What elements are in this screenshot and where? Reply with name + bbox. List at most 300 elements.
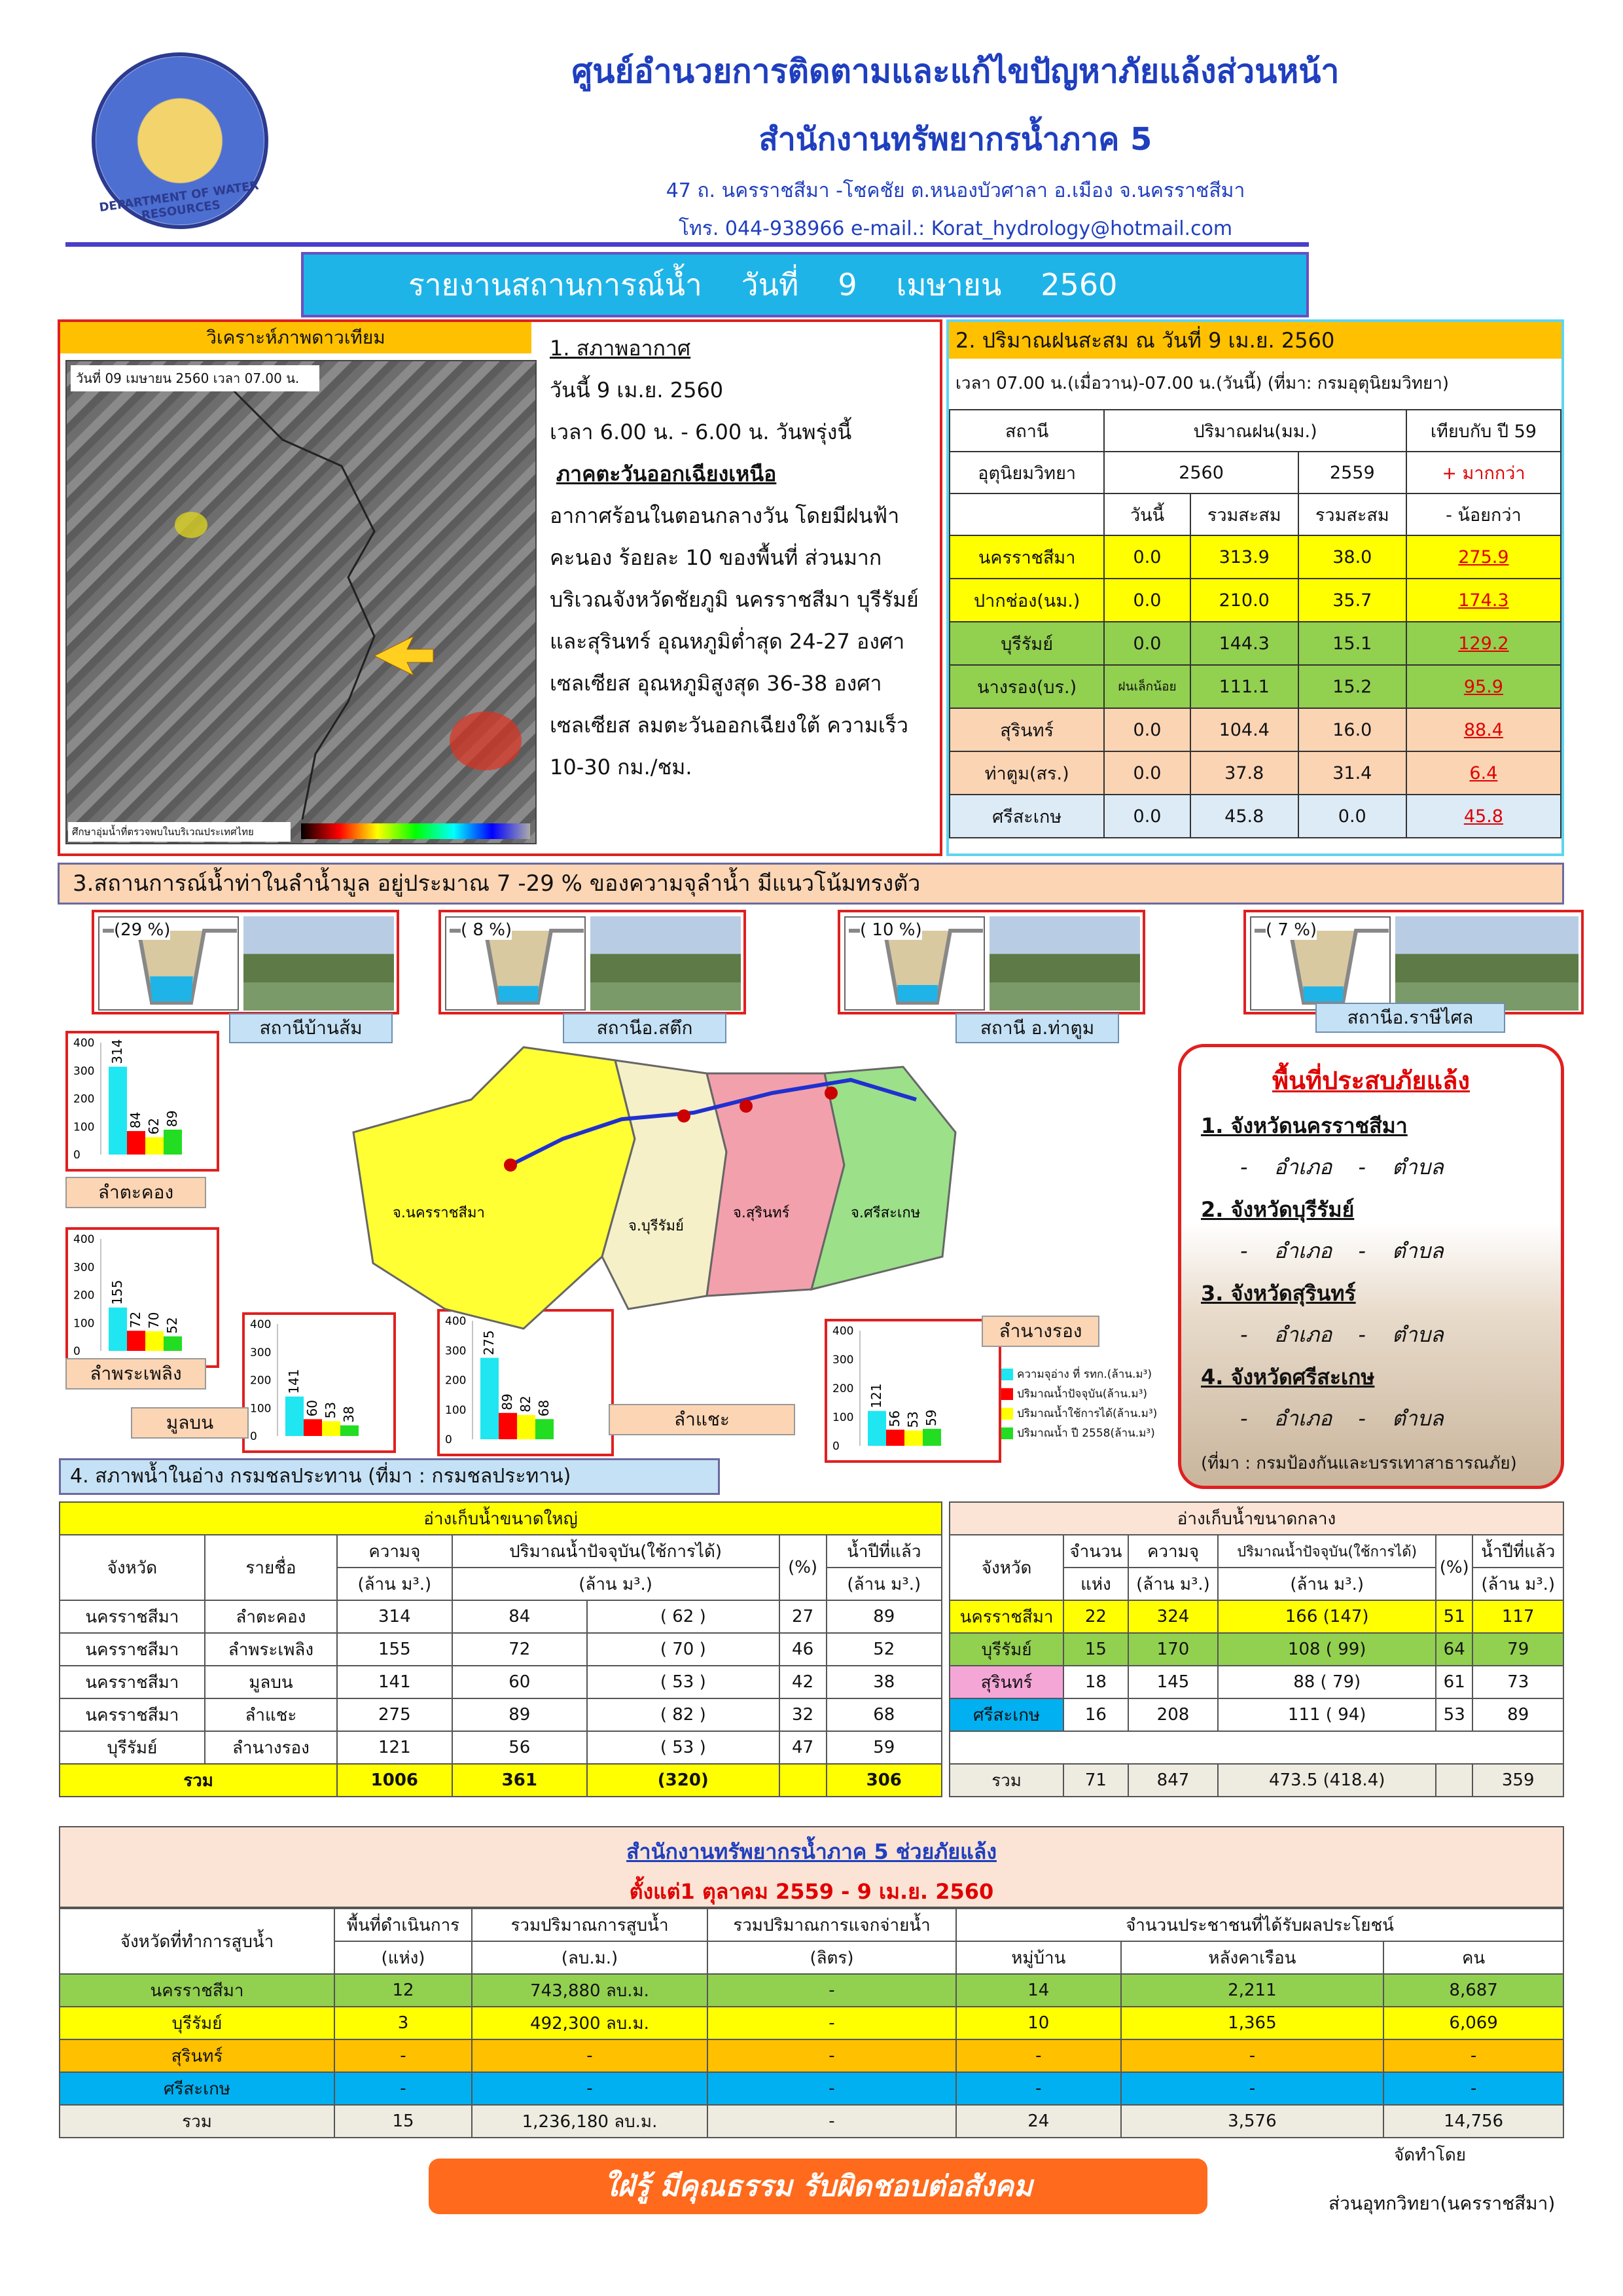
large-res-pct: 47	[779, 1731, 827, 1764]
station-photo	[990, 916, 1140, 1011]
rain-prev: 0.0	[1298, 795, 1406, 838]
big-h-now: ปริมาณน้ำปัจจุบัน(ใช้การได้)	[452, 1535, 779, 1568]
station-pct: ( 10 %)	[860, 920, 922, 940]
chart-tick: 400	[832, 1325, 854, 1338]
header-address: 47 ถ. นครราชสีมา -โชคชัย ต.หนองบัวศาลา อ.เมือง จ.นครราชสีมา	[666, 179, 1245, 202]
large-res-last: 68	[827, 1698, 942, 1731]
station-name-label: สถานีอ.ราษีไศล	[1315, 1003, 1505, 1033]
help-e: 1,365	[1121, 2007, 1384, 2039]
rain-row	[950, 708, 1561, 751]
med-res-row	[950, 1600, 1563, 1633]
station-pct: ( 8 %)	[461, 920, 512, 940]
chart-bar	[322, 1421, 340, 1436]
weather-region: ภาคตะวันออกเฉียงเหนือ	[556, 461, 777, 486]
station-pct: (29 %)	[114, 920, 171, 940]
map-station-rasisalai	[825, 1086, 838, 1100]
large-res-use: ( 53 )	[587, 1666, 779, 1698]
large-res-use: ( 53 )	[587, 1731, 779, 1764]
rain-prev: 16.0	[1298, 708, 1406, 751]
rain-diff: 45.8	[1406, 795, 1561, 838]
legend-text: ปริมาณน้ำปัจจุบัน(ล้าน.ม³)	[1017, 1388, 1148, 1401]
chart-tick: 100	[73, 1121, 95, 1134]
chart-tick: 0	[73, 1345, 80, 1358]
rain-row	[950, 579, 1561, 622]
large-res-row	[60, 1698, 942, 1731]
med-h-count2: แห่ง	[1063, 1568, 1128, 1600]
big-h-name: รายชื่อ	[205, 1535, 337, 1600]
chart-tick: 200	[73, 1289, 95, 1302]
large-res-last: 89	[827, 1600, 942, 1633]
large-res-cap: 314	[337, 1600, 452, 1633]
satellite-note: ศึกษาอุ่มน้ำที่ตรวจพบในบริเวณประเทศไทย	[68, 822, 291, 842]
help-b: 492,300 ลบ.ม.	[472, 2007, 707, 2039]
rain-station: นครราชสีมา	[950, 535, 1104, 579]
chart-data-label: 38	[341, 1406, 357, 1423]
banner-month: เมษายน	[896, 267, 1002, 302]
med-res-cap: 324	[1128, 1600, 1219, 1633]
map-station-bansom	[504, 1158, 517, 1172]
chart-tick: 300	[832, 1354, 854, 1367]
map-label-surin: จ.สุรินทร์	[733, 1205, 790, 1221]
help-b: -	[472, 2039, 707, 2072]
chart-data-label: 52	[164, 1317, 180, 1334]
rain-h-cum: รวมสะสม	[1190, 493, 1298, 535]
chart-tick: 400	[73, 1233, 95, 1246]
rainfall-subtitle: เวลา 07.00 น.(เมื่อวาน)-07.00 น.(วันนี้) (ที่มา: กรมอุตุนิยมวิทยา)	[955, 374, 1449, 393]
chart-data-label: 53	[905, 1411, 921, 1428]
rain-row	[950, 622, 1561, 665]
big-h-unit: (ล้าน ม³.)	[337, 1568, 452, 1600]
drought-province: 3. จังหวัดสุรินทร์	[1201, 1281, 1356, 1306]
rain-h-cum2: รวมสะสม	[1298, 493, 1406, 535]
chart-bar	[109, 1067, 127, 1155]
chart-data-label: 89	[164, 1110, 180, 1127]
weather-title: 1. สภาพอากาศ	[550, 336, 691, 361]
help-b: -	[472, 2072, 707, 2105]
big-total-cap: 1006	[337, 1764, 452, 1797]
station-pct: ( 7 %)	[1266, 920, 1317, 940]
med-res-last: 73	[1472, 1666, 1563, 1698]
banner-day-label: วันที่	[741, 267, 799, 302]
large-res-now: 72	[452, 1633, 587, 1666]
med-total-last: 359	[1472, 1764, 1563, 1797]
med-res-row	[950, 1633, 1563, 1666]
help-e: 3,576	[1121, 2105, 1384, 2138]
help-row	[60, 2105, 1563, 2138]
med-h-cap: ความจุ	[1128, 1535, 1219, 1568]
reservoir-chart-label: ลำตะคอง	[65, 1177, 206, 1208]
chart-bar	[145, 1331, 164, 1351]
large-res-last: 52	[827, 1633, 942, 1666]
rain-h-2559: 2559	[1298, 452, 1406, 493]
big-total-now: 361	[452, 1764, 587, 1797]
rain-station: บุรีรัมย์	[950, 622, 1104, 665]
large-res-name: ลำตะคอง	[205, 1600, 337, 1633]
chart-tick: 400	[445, 1315, 467, 1328]
help-b: 1,236,180 ลบ.ม.	[472, 2105, 707, 2138]
med-res-prov: บุรีรัมย์	[950, 1633, 1063, 1666]
help-e: -	[1121, 2072, 1384, 2105]
med-res-pct: 64	[1436, 1633, 1472, 1666]
large-res-now: 89	[452, 1698, 587, 1731]
chart-data-label: 275	[481, 1330, 497, 1355]
med-res-n: 15	[1063, 1633, 1128, 1666]
chart-data-label: 72	[128, 1311, 143, 1329]
med-res-now: 111 ( 94)	[1218, 1698, 1436, 1731]
rain-row	[950, 665, 1561, 708]
rain-diff: 88.4	[1406, 708, 1561, 751]
chart-tick: 200	[73, 1092, 95, 1106]
drought-help-header	[59, 1826, 1564, 1908]
rain-h-amount: ปริมาณฝน(มม.)	[1104, 410, 1406, 452]
help-p: นครราชสีมา	[60, 1974, 334, 2007]
large-res-last: 38	[827, 1666, 942, 1698]
chart-bar	[127, 1331, 145, 1351]
map-nakhonratchasima	[353, 1047, 635, 1329]
station-name-label: สถานี อ.ท่าตูม	[955, 1013, 1119, 1043]
reservoir-chart-svg	[68, 1230, 217, 1365]
rain-station: นางรอง(บร.)	[950, 665, 1104, 708]
rainfall-table	[949, 409, 1561, 838]
med-h-unit2: (ล้าน ม³.)	[1218, 1568, 1436, 1600]
large-res-name: ลำแชะ	[205, 1698, 337, 1731]
chart-bar	[904, 1431, 923, 1446]
large-res-use: ( 62 )	[587, 1600, 779, 1633]
river-station-panel	[838, 910, 1145, 1014]
chart-bar	[304, 1419, 322, 1436]
rain-today: 0.0	[1104, 535, 1190, 579]
big-h-pct: (%)	[779, 1535, 827, 1600]
report-banner	[301, 252, 1309, 317]
drought-area-box	[1178, 1044, 1564, 1489]
chart-bar	[164, 1336, 182, 1351]
help-f: -	[1383, 2072, 1563, 2105]
help-c: -	[707, 2039, 956, 2072]
rain-diff: 129.2	[1406, 622, 1561, 665]
large-res-use: ( 82 )	[587, 1698, 779, 1731]
river-station-panel	[1243, 910, 1584, 1014]
big-h-unit3: (ล้าน ม³.)	[827, 1568, 942, 1600]
med-res-now: 166 (147)	[1218, 1600, 1436, 1633]
legend-text: ปริมาณน้ำใช้การได้(ล้าน.ม³)	[1017, 1407, 1158, 1420]
rain-today: 0.0	[1104, 708, 1190, 751]
reservoir-chart-label: ลำแชะ	[609, 1404, 795, 1435]
med-res-now: 88 ( 79)	[1218, 1666, 1436, 1698]
large-res-row	[60, 1633, 942, 1666]
large-res-now: 56	[452, 1731, 587, 1764]
weather-date: วันนี้ 9 เม.ย. 2560	[550, 378, 724, 403]
rain-prev: 31.4	[1298, 751, 1406, 795]
large-res-pct: 27	[779, 1600, 827, 1633]
legend-text: ปริมาณน้ำ ปี 2558(ล้าน.ม³)	[1017, 1427, 1155, 1440]
weather-text-block	[550, 327, 936, 788]
help-f: 14,756	[1383, 2105, 1563, 2138]
large-res-prov: นครราชสีมา	[60, 1666, 205, 1698]
drought-province: 4. จังหวัดศรีสะเกษ	[1201, 1365, 1375, 1390]
big-total-use: (320)	[587, 1764, 779, 1797]
help-f: -	[1383, 2039, 1563, 2072]
med-res-n: 18	[1063, 1666, 1128, 1698]
med-res-prov: สุรินทร์	[950, 1666, 1063, 1698]
med-res-cap: 208	[1128, 1698, 1219, 1731]
rain-h-compare: เทียบกับ ปี 59	[1406, 410, 1561, 452]
large-res-now: 60	[452, 1666, 587, 1698]
legend-text: ความจุอ่าง ที่ รทก.(ล้าน.ม³)	[1017, 1368, 1152, 1381]
header-title: ศูนย์อำนวยการติดตามและแก้ไขปัญหาภัยแล้งส่วนหน้า	[571, 52, 1340, 90]
med-h-prov: จังหวัด	[950, 1535, 1063, 1600]
chart-data-label: 62	[146, 1118, 162, 1135]
rain-diff: 174.3	[1406, 579, 1561, 622]
chart-bar	[164, 1130, 182, 1155]
med-total-n: 71	[1063, 1764, 1128, 1797]
help-c: -	[707, 2105, 956, 2138]
help-d: 24	[956, 2105, 1121, 2138]
drought-district: - อำเภอ - ตำบล	[1240, 1155, 1444, 1179]
help-d: -	[956, 2039, 1121, 2072]
rain-cum: 45.8	[1190, 795, 1298, 838]
prepared-by-unit: ส่วนอุทกวิทยา(นครราชสีมา)	[1329, 2193, 1556, 2214]
chart-tick: 0	[250, 1430, 257, 1443]
chart-bar	[127, 1131, 145, 1155]
chart-data-label: 60	[304, 1399, 320, 1417]
med-res-n: 16	[1063, 1698, 1128, 1731]
med-res-prov: นครราชสีมา	[950, 1600, 1063, 1633]
chart-bar	[868, 1411, 886, 1446]
large-res-cap: 275	[337, 1698, 452, 1731]
med-h-now: ปริมาณน้ำปัจจุบัน(ใช้การได้)	[1218, 1535, 1436, 1568]
chart-tick: 400	[250, 1318, 272, 1331]
big-h-cap: ความจุ	[337, 1535, 452, 1568]
river-station-panel	[92, 910, 399, 1014]
rain-diff: 6.4	[1406, 751, 1561, 795]
med-res-title: อ่างเก็บน้ำขนาดกลาง	[950, 1502, 1563, 1535]
reservoir-chart-label: มูลบน	[131, 1407, 249, 1439]
prepared-by-label: จัดทำโดย	[1394, 2145, 1466, 2165]
med-res-prov: ศรีสะเกษ	[950, 1698, 1063, 1731]
chart-tick: 0	[73, 1149, 80, 1162]
big-total-label: รวม	[60, 1764, 337, 1797]
rain-cum: 144.3	[1190, 622, 1298, 665]
rain-station: ท่าตูม(สร.)	[950, 751, 1104, 795]
med-res-cap: 145	[1128, 1666, 1219, 1698]
chart-tick: 300	[445, 1344, 467, 1358]
chart-data-label: 82	[518, 1395, 533, 1412]
station-photo	[1395, 916, 1578, 1011]
satellite-title: วิเคราะห์ภาพดาวเทียม	[60, 322, 531, 353]
chart-bar	[340, 1426, 359, 1436]
med-total-label: รวม	[950, 1764, 1063, 1797]
help-h-village: หมู่บ้าน	[956, 1941, 1121, 1974]
help-title: สำนักงานทรัพยากรน้ำภาค 5 ช่วยภัยแล้ง	[626, 1839, 997, 1864]
help-f: 8,687	[1383, 1974, 1563, 2007]
medium-reservoir-table	[949, 1501, 1564, 1797]
rain-prev: 35.7	[1298, 579, 1406, 622]
help-c: -	[707, 2007, 956, 2039]
large-res-row	[60, 1731, 942, 1764]
large-res-pct: 42	[779, 1666, 827, 1698]
rain-cum: 210.0	[1190, 579, 1298, 622]
reservoir-chart	[65, 1031, 219, 1172]
reservoir-chart	[65, 1227, 219, 1368]
help-row	[60, 2007, 1563, 2039]
chart-tick: 100	[445, 1403, 467, 1417]
help-row	[60, 1974, 1563, 2007]
chart-data-label: 56	[887, 1410, 902, 1427]
header-divider	[65, 242, 1309, 247]
help-p: รวม	[60, 2105, 334, 2138]
rain-row	[950, 535, 1561, 579]
drought-district: - อำเภอ - ตำบล	[1240, 1322, 1444, 1347]
large-res-name: มูลบน	[205, 1666, 337, 1698]
rain-h-station2: อุตุนิยมวิทยา	[950, 452, 1104, 493]
help-d: 10	[956, 2007, 1121, 2039]
rain-today: 0.0	[1104, 751, 1190, 795]
logo-text: DEPARTMENT OF WATER RESOURCES	[98, 179, 260, 223]
chart-data-label: 70	[146, 1312, 162, 1329]
help-row	[60, 2039, 1563, 2072]
help-h-prov: จังหวัดที่ทำการสูบน้ำ	[60, 1909, 334, 1974]
map-label-sisaket: จ.ศรีสะเกษ	[851, 1205, 921, 1221]
station-photo	[590, 916, 741, 1011]
chart-data-label: 53	[323, 1401, 338, 1419]
station-photo	[243, 916, 394, 1011]
chart-tick: 100	[73, 1317, 95, 1331]
large-res-row	[60, 1666, 942, 1698]
chart-data-label: 89	[499, 1393, 515, 1410]
chart-tick: 200	[445, 1374, 467, 1388]
satellite-image	[65, 360, 537, 844]
help-h-benefit: จำนวนประชาชนที่ได้รับผลประโยชน์	[956, 1909, 1563, 1941]
med-h-pct: (%)	[1436, 1535, 1472, 1600]
drought-province: 1. จังหวัดนครราชสีมา	[1201, 1113, 1408, 1138]
help-a: 12	[334, 1974, 472, 2007]
help-c: -	[707, 2072, 956, 2105]
large-res-prov: นครราชสีมา	[60, 1698, 205, 1731]
satellite-overlay	[67, 361, 538, 846]
chart-data-label: 84	[128, 1111, 143, 1129]
chart-bar	[145, 1137, 164, 1155]
chart-tick: 100	[250, 1402, 272, 1416]
chart-data-label: 141	[286, 1369, 302, 1394]
rain-today: 0.0	[1104, 795, 1190, 838]
rainfall-title: 2. ปริมาณฝนสะสม ณ วันที่ 9 เม.ย. 2560	[949, 322, 1561, 359]
chart-bar	[923, 1429, 941, 1446]
rain-cum: 111.1	[1190, 665, 1298, 708]
large-res-pct: 46	[779, 1633, 827, 1666]
slogan-banner: ใฝ่รู้ มีคุณธรรม รับผิดชอบต่อสังคม	[429, 2159, 1207, 2214]
help-h-dist: รวมปริมาณการแจกจ่ายน้ำ	[707, 1909, 956, 1941]
chart-bar	[480, 1358, 499, 1439]
large-res-pct: 32	[779, 1698, 827, 1731]
med-res-last: 89	[1472, 1698, 1563, 1731]
med-h-unit3: (ล้าน ม³.)	[1472, 1568, 1563, 1600]
help-f: 6,069	[1383, 2007, 1563, 2039]
reservoir-chart-label: ลำนางรอง	[982, 1316, 1099, 1347]
large-res-prov: นครราชสีมา	[60, 1633, 205, 1666]
large-res-use: ( 70 )	[587, 1633, 779, 1666]
med-total-now: 473.5 (418.4)	[1218, 1764, 1436, 1797]
chart-tick: 0	[445, 1433, 452, 1446]
rain-h-less: - น้อยกว่า	[1406, 493, 1561, 535]
map-label-nakhonratchasima: จ.นครราชสีมา	[393, 1205, 485, 1221]
rain-h-2560: 2560	[1104, 452, 1298, 493]
map-station-thatum	[740, 1100, 753, 1113]
med-h-last: น้ำปีที่แล้ว	[1472, 1535, 1563, 1568]
med-total-cap: 847	[1128, 1764, 1219, 1797]
rain-row	[950, 795, 1561, 838]
help-c: -	[707, 1974, 956, 2007]
rain-today: 0.0	[1104, 579, 1190, 622]
chart-data-label: 314	[109, 1039, 125, 1064]
rain-prev: 15.2	[1298, 665, 1406, 708]
rain-h-more: + มากกว่า	[1406, 452, 1561, 493]
chart-tick: 400	[73, 1037, 95, 1050]
banner-day: 9	[838, 267, 857, 302]
rain-today: ฝนเล็กน้อย	[1104, 665, 1190, 708]
drought-district: - อำเภอ - ตำบล	[1240, 1238, 1444, 1263]
reservoir-chart-svg	[68, 1033, 217, 1169]
rain-h-station: สถานี	[950, 410, 1104, 452]
chart-bar	[517, 1415, 535, 1439]
drought-province: 2. จังหวัดบุรีรัมย์	[1201, 1197, 1355, 1222]
large-res-cap: 141	[337, 1666, 452, 1698]
chart-tick: 300	[250, 1346, 272, 1359]
big-h-prov: จังหวัด	[60, 1535, 205, 1600]
station-name-label: สถานีอ.สตึก	[563, 1013, 726, 1043]
chart-tick: 200	[250, 1374, 272, 1388]
weather-forecast: อากาศร้อนในตอนกลางวัน โดยมีฝนฟ้าคะนอง ร้อยละ 10 ของพื้นที่ ส่วนมากบริเวณจังหวัดชัยภูมิ นครราชสีมา บุรีรัมย์ และสุรินทร์ อุณหภูมิต่ำสุด 24-27 องศาเซลเซียส อุณหภูมิสูงสุด 36-38 องศาเซลเซียส ลมตะวันออกเฉียงใต้ ความเร็ว 10-30 กม./ชม.	[550, 503, 919, 780]
rain-station: สุรินทร์	[950, 708, 1104, 751]
satellite-caption: วันที่ 09 เมษายน 2560 เวลา 07.00 น.	[71, 365, 319, 391]
help-h-household: หลังคาเรือน	[1121, 1941, 1384, 1974]
chart-bar	[285, 1397, 304, 1436]
chart-tick: 300	[73, 1064, 95, 1078]
rain-cum: 104.4	[1190, 708, 1298, 751]
chart-bar	[535, 1419, 554, 1439]
rain-prev: 38.0	[1298, 535, 1406, 579]
help-d: 14	[956, 1974, 1121, 2007]
help-b: 743,880 ลบ.ม.	[472, 1974, 707, 2007]
chart-bar	[109, 1308, 127, 1351]
rain-today: 0.0	[1104, 622, 1190, 665]
rain-station: ปากช่อง(นม.)	[950, 579, 1104, 622]
large-res-name: ลำนางรอง	[205, 1731, 337, 1764]
help-a: -	[334, 2072, 472, 2105]
header-subtitle: สำนักงานทรัพยากรน้ำภาค 5	[758, 121, 1152, 158]
large-res-title: อ่างเก็บน้ำขนาดใหญ่	[60, 1502, 942, 1535]
drought-help-table	[59, 1908, 1564, 2138]
help-h-area: พื้นที่ดำเนินการ	[334, 1909, 472, 1941]
med-res-cap: 170	[1128, 1633, 1219, 1666]
large-res-name: ลำพระเพลิง	[205, 1633, 337, 1666]
large-res-cap: 121	[337, 1731, 452, 1764]
med-res-last: 117	[1472, 1600, 1563, 1633]
chart-tick: 100	[832, 1411, 854, 1424]
chart-data-label: 68	[536, 1399, 552, 1417]
satellite-colorbar	[301, 823, 530, 839]
large-reservoir-table	[59, 1501, 942, 1797]
help-e: 2,211	[1121, 1974, 1384, 2007]
rain-diff: 95.9	[1406, 665, 1561, 708]
help-row	[60, 2072, 1563, 2105]
chart-data-label: 121	[868, 1383, 884, 1408]
drought-district: - อำเภอ - ตำบล	[1240, 1406, 1444, 1431]
large-res-prov: บุรีรัมย์	[60, 1731, 205, 1764]
reservoir-title: 4. สภาพน้ำในอ่าง กรมชลประทาน (ที่มา : กรมชลประทาน)	[59, 1458, 720, 1495]
help-e: -	[1121, 2039, 1384, 2072]
big-h-last: น้ำปีที่แล้ว	[827, 1535, 942, 1568]
chart-tick: 300	[73, 1261, 95, 1274]
